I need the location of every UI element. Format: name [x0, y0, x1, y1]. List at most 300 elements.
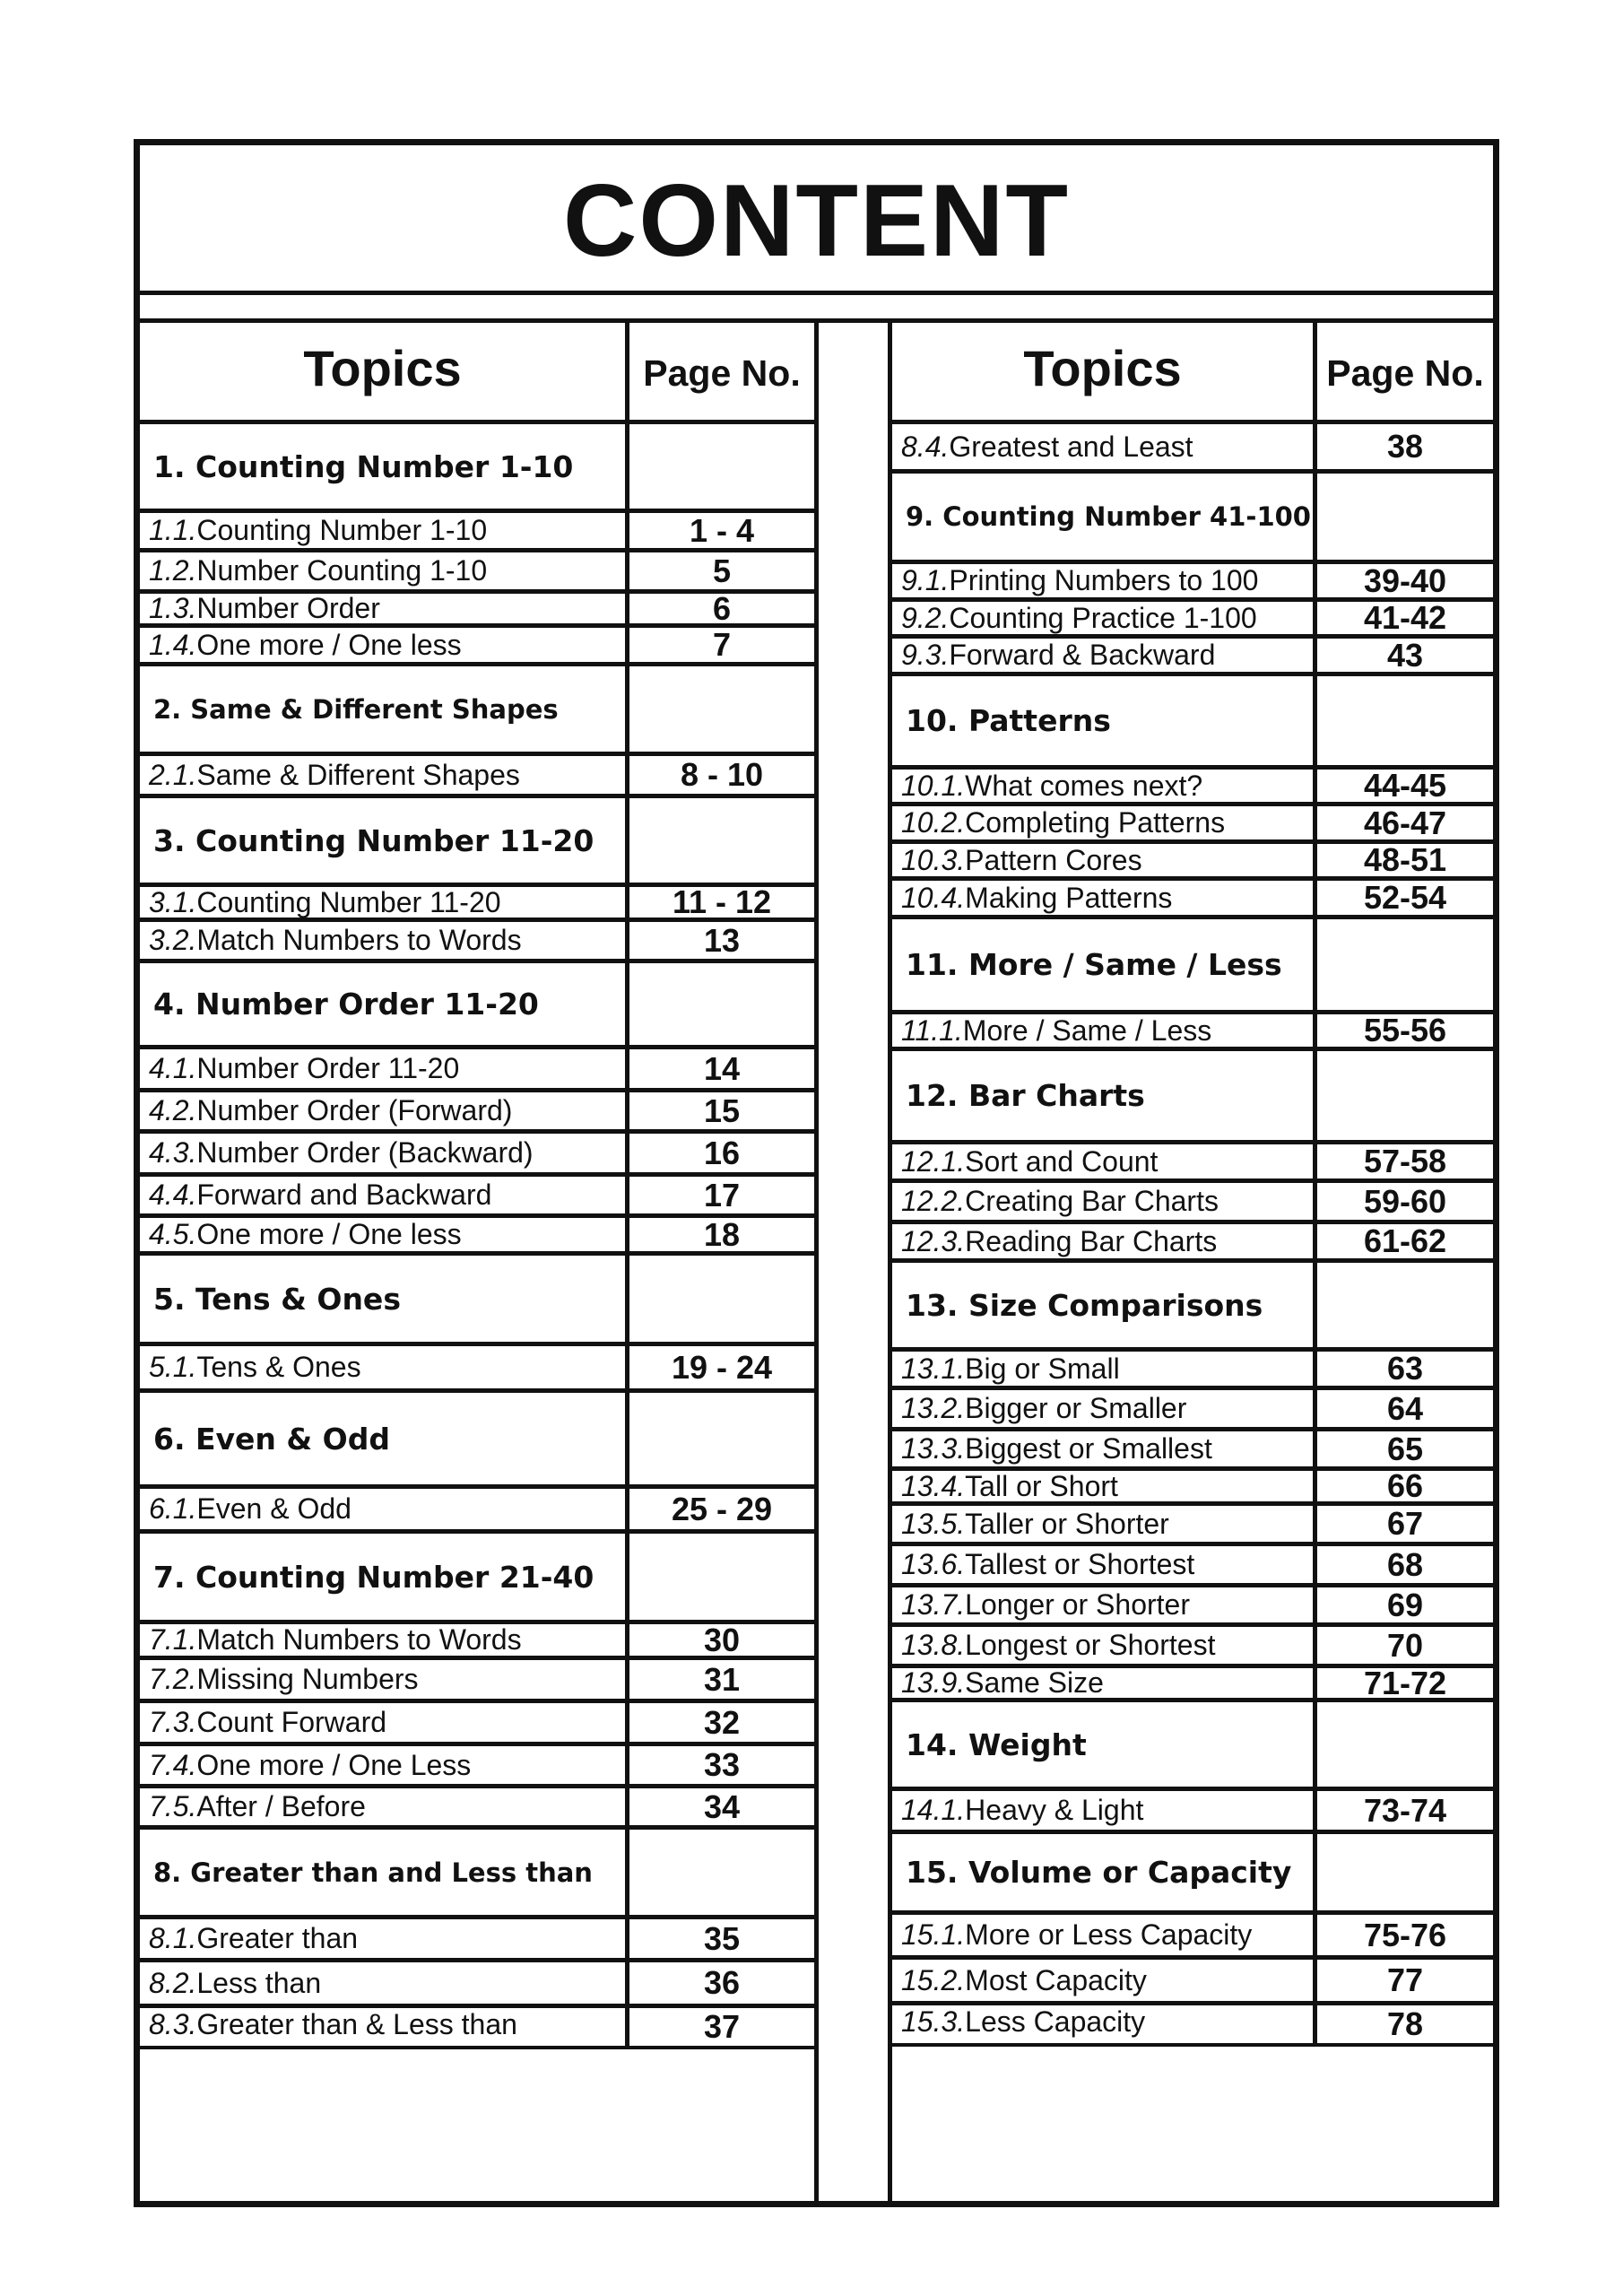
page-number	[625, 963, 814, 1045]
topic-label: Same Size	[965, 1666, 1104, 1699]
page-number	[1313, 1263, 1493, 1347]
page-number: 41-42	[1313, 602, 1493, 634]
page-number: 59-60	[1313, 1183, 1493, 1220]
topic-row	[892, 597, 1493, 634]
page-number: 61-62	[1313, 1224, 1493, 1258]
topic-number: 10.4.	[901, 881, 966, 914]
topic-title	[140, 1919, 625, 1958]
section-row	[140, 959, 814, 1045]
page-number: 18	[625, 1218, 814, 1251]
page-number: 66	[1313, 1471, 1493, 1501]
topic-label: Biggest or Smallest	[965, 1432, 1212, 1465]
section-title	[892, 1263, 1313, 1347]
section-label: 9. Counting Number 41-100	[906, 501, 1311, 532]
header-topics-label: Topics	[303, 339, 462, 396]
section-label: 7. Counting Number 21-40	[153, 1559, 595, 1595]
topic-title	[140, 594, 625, 623]
page-number	[1313, 919, 1493, 1010]
topic-number: 3.2.	[149, 924, 197, 956]
section-title	[140, 424, 625, 509]
topic-label: More or Less Capacity	[965, 1918, 1253, 1951]
header-row	[892, 323, 1493, 420]
page-number: 6	[625, 594, 814, 623]
section-row	[140, 794, 814, 883]
topic-row	[140, 1484, 814, 1529]
topic-number: 13.3.	[901, 1432, 966, 1465]
header-page-no: Page No.	[1313, 323, 1493, 420]
page-number: 43	[1313, 639, 1493, 672]
page-number: 34	[625, 1788, 814, 1825]
topic-label: One more / One less	[196, 628, 462, 661]
topic-row	[892, 1501, 1493, 1542]
topic-number: 4.3.	[149, 1136, 197, 1169]
topic-label: More / Same / Less	[962, 1013, 1212, 1047]
page-number: 71-72	[1313, 1668, 1493, 1698]
topic-title	[892, 1960, 1313, 2001]
topic-row	[140, 2004, 814, 2049]
topic-row	[892, 1220, 1493, 1258]
page-number: 38	[1313, 424, 1493, 469]
section-title	[892, 1834, 1313, 1910]
topic-number: 9.1.	[901, 564, 950, 596]
page-number	[625, 798, 814, 883]
topic-row	[892, 1787, 1493, 1830]
topic-title	[140, 1746, 625, 1784]
page-number: 14	[625, 1049, 814, 1088]
page-number: 46-47	[1313, 806, 1493, 839]
topic-label: Tallest or Shortest	[965, 1548, 1195, 1580]
page-number	[625, 1256, 814, 1342]
section-title	[140, 963, 625, 1045]
topic-title	[140, 513, 625, 548]
section-title	[140, 1256, 625, 1342]
section-row	[140, 1388, 814, 1484]
topic-label: Forward and Backward	[196, 1178, 492, 1211]
page-number	[625, 424, 814, 509]
topic-title	[892, 844, 1313, 876]
page-number: 17	[625, 1177, 814, 1213]
page-number: 32	[625, 1703, 814, 1742]
page-number: 52-54	[1313, 881, 1493, 915]
topic-row	[140, 1045, 814, 1088]
topic-title	[140, 887, 625, 918]
section-row	[140, 1529, 814, 1620]
topic-title	[892, 881, 1313, 915]
section-row	[892, 672, 1493, 765]
topic-number: 8.1.	[149, 1922, 197, 1954]
topic-label: Greater than & Less than	[196, 2008, 517, 2040]
topic-label: Counting Number 11-20	[196, 885, 501, 918]
topic-title	[892, 1627, 1313, 1664]
topic-title	[892, 2005, 1313, 2039]
topic-label: What comes next?	[965, 769, 1203, 802]
topic-title	[892, 1471, 1313, 1501]
contents-table	[134, 139, 1499, 2207]
topic-title	[892, 1224, 1313, 1258]
topic-title	[892, 1144, 1313, 1178]
topic-title	[140, 756, 625, 794]
topic-row	[892, 1466, 1493, 1504]
page-number: 78	[1313, 2005, 1493, 2043]
topic-title	[140, 1788, 625, 1825]
section-title	[140, 1393, 625, 1484]
topic-label: Taller or Shorter	[965, 1507, 1169, 1540]
topic-label: Missing Numbers	[196, 1663, 419, 1695]
topic-title	[140, 1218, 625, 1251]
section-title	[140, 1830, 625, 1915]
page-number	[1313, 1051, 1493, 1140]
topic-row	[140, 1784, 814, 1825]
topic-label: Number Order	[196, 592, 380, 624]
page-number: 25 - 29	[625, 1489, 814, 1529]
topic-label: Same & Different Shapes	[196, 758, 520, 791]
topic-number: 4.2.	[149, 1094, 197, 1126]
section-title	[140, 666, 625, 752]
topic-row	[892, 1427, 1493, 1466]
topic-number: 1.2.	[149, 554, 197, 587]
section-row	[140, 1251, 814, 1342]
section-label: 6. Even & Odd	[153, 1421, 390, 1457]
section-title	[892, 676, 1313, 765]
page-number: 35	[625, 1919, 814, 1958]
section-title	[140, 798, 625, 883]
page-number: 13	[625, 922, 814, 959]
topic-label: Longer or Shorter	[965, 1588, 1190, 1621]
topic-row	[892, 802, 1493, 839]
topic-title	[892, 424, 1313, 469]
section-label: 14. Weight	[906, 1726, 1087, 1762]
topic-title	[892, 1546, 1313, 1583]
topic-label: Number Order (Backward)	[196, 1136, 534, 1169]
topic-number: 10.1.	[901, 769, 966, 802]
topic-number: 12.3.	[901, 1224, 966, 1257]
topic-row	[140, 752, 814, 794]
topic-title	[892, 1791, 1313, 1830]
topic-number: 7.2.	[149, 1663, 197, 1695]
page-number: 16	[625, 1134, 814, 1172]
topic-label: Number Order 11-20	[196, 1052, 460, 1084]
topic-number: 8.3.	[149, 2008, 197, 2040]
topic-label: Match Numbers to Words	[196, 924, 522, 956]
topic-number: 13.4.	[901, 1469, 966, 1502]
topic-number: 3.1.	[149, 885, 197, 918]
topic-row	[892, 1583, 1493, 1622]
page-number: 63	[1313, 1352, 1493, 1386]
topic-row	[892, 1542, 1493, 1583]
page-number: 75-76	[1313, 1915, 1493, 1955]
topic-number: 12.2.	[901, 1185, 966, 1217]
topic-title	[892, 1390, 1313, 1427]
page-number	[1313, 676, 1493, 765]
topic-row	[892, 1140, 1493, 1178]
topic-row	[892, 1347, 1493, 1386]
right-column	[888, 323, 1493, 2201]
topic-title	[140, 628, 625, 662]
topic-label: Less Capacity	[965, 2005, 1146, 2038]
topic-label: Reading Bar Charts	[965, 1224, 1218, 1257]
topic-label: Tall or Short	[965, 1469, 1118, 1502]
section-label: 15. Volume or Capacity	[906, 1855, 1292, 1890]
topic-title	[892, 1014, 1313, 1047]
topic-number: 4.1.	[149, 1052, 197, 1084]
topic-row	[140, 548, 814, 589]
topic-number: 13.2.	[901, 1392, 966, 1424]
topic-number: 4.5.	[149, 1218, 197, 1250]
topic-title	[892, 1183, 1313, 1220]
page-number	[625, 666, 814, 752]
page-number: 55-56	[1313, 1014, 1493, 1047]
header-page-no: Page No.	[625, 323, 814, 420]
topic-title	[140, 2008, 625, 2041]
topic-row	[140, 623, 814, 662]
topic-row	[892, 1010, 1493, 1047]
section-row	[892, 915, 1493, 1010]
topic-title	[892, 1668, 1313, 1698]
page-number: 15	[625, 1092, 814, 1129]
topic-title	[140, 1092, 625, 1129]
topic-number: 12.1.	[901, 1144, 966, 1178]
topic-label: Completing Patterns	[965, 806, 1226, 839]
topic-title	[892, 1431, 1313, 1466]
topic-row	[140, 883, 814, 918]
page-number: 11 - 12	[625, 887, 814, 918]
page-number	[625, 1393, 814, 1484]
topic-number: 1.1.	[149, 514, 197, 546]
page-number: 44-45	[1313, 770, 1493, 802]
page-number: 48-51	[1313, 844, 1493, 876]
section-title	[892, 1702, 1313, 1787]
page-number	[625, 1534, 814, 1620]
topic-number: 8.4.	[901, 430, 950, 463]
topic-label: Most Capacity	[965, 1963, 1147, 1996]
topic-title	[140, 1134, 625, 1172]
page-number	[1313, 474, 1493, 560]
topic-label: Forward & Backward	[949, 639, 1216, 671]
left-column	[140, 323, 819, 2201]
topic-number: 7.1.	[149, 1623, 197, 1656]
topic-number: 15.3.	[901, 2005, 966, 2038]
topic-number: 5.1.	[149, 1351, 197, 1383]
topic-label: Sort and Count	[965, 1144, 1159, 1178]
topic-number: 10.2.	[901, 806, 966, 839]
topic-title	[892, 770, 1313, 802]
section-label: 12. Bar Charts	[906, 1078, 1145, 1113]
topic-title	[892, 639, 1313, 672]
topic-row	[892, 1955, 1493, 2001]
topic-number: 13.9.	[901, 1666, 966, 1699]
topic-title	[892, 1352, 1313, 1386]
section-label: 3. Counting Number 11-20	[153, 822, 595, 858]
topic-number: 4.4.	[149, 1178, 197, 1211]
topic-row	[892, 1622, 1493, 1664]
topic-row	[140, 1656, 814, 1699]
topic-row	[140, 1172, 814, 1213]
page-number: 36	[625, 1962, 814, 2004]
page-number: 73-74	[1313, 1791, 1493, 1830]
topic-number: 7.5.	[149, 1790, 197, 1822]
topic-row	[140, 1742, 814, 1784]
topic-row	[892, 1178, 1493, 1220]
section-row	[892, 1698, 1493, 1787]
topic-number: 1.4.	[149, 628, 197, 661]
topic-title	[140, 1962, 625, 2004]
topic-number: 7.4.	[149, 1748, 197, 1781]
topic-label: Less than	[196, 1966, 322, 1999]
section-label: 13. Size Comparisons	[906, 1287, 1263, 1323]
section-title	[140, 1534, 625, 1620]
topic-number: 14.1.	[901, 1794, 966, 1826]
topic-number: 6.1.	[149, 1492, 197, 1525]
topic-row	[140, 1088, 814, 1129]
topic-row	[892, 1386, 1493, 1427]
topic-label: Heavy & Light	[965, 1794, 1144, 1826]
topic-row	[892, 2001, 1493, 2047]
section-row	[140, 420, 814, 509]
topic-title	[140, 1489, 625, 1529]
section-label: 5. Tens & Ones	[153, 1281, 401, 1317]
topic-number: 15.2.	[901, 1963, 966, 1996]
page-number: 7	[625, 628, 814, 662]
topic-label: Bigger or Smaller	[965, 1392, 1187, 1424]
section-label: 10. Patterns	[906, 703, 1111, 738]
topic-number: 13.8.	[901, 1629, 966, 1661]
topic-label: Even & Odd	[196, 1492, 352, 1525]
topic-row	[892, 560, 1493, 597]
topic-number: 9.3.	[901, 639, 950, 671]
topic-label: Number Counting 1-10	[196, 554, 488, 587]
header-topics	[140, 323, 625, 420]
topic-number: 13.6.	[901, 1548, 966, 1580]
section-label: 4. Number Order 11-20	[153, 987, 539, 1022]
topic-number: 13.1.	[901, 1352, 966, 1385]
topic-row	[140, 1958, 814, 2004]
topic-label: Pattern Cores	[965, 843, 1142, 876]
topic-title	[140, 1346, 625, 1388]
topic-row	[140, 1620, 814, 1656]
topic-title	[140, 1049, 625, 1088]
topic-row	[892, 420, 1493, 469]
section-row	[140, 662, 814, 752]
topic-row	[140, 1129, 814, 1172]
page-number: 1 - 4	[625, 513, 814, 548]
page-title: CONTENT	[563, 163, 1070, 278]
page-number: 68	[1313, 1546, 1493, 1583]
page-number	[1313, 1702, 1493, 1787]
topic-title	[892, 1506, 1313, 1542]
topic-title	[892, 602, 1313, 634]
topic-label: Match Numbers to Words	[196, 1623, 522, 1656]
topic-label: One more / One Less	[196, 1748, 472, 1781]
section-title	[892, 1051, 1313, 1140]
topic-label: Greater than	[196, 1922, 359, 1954]
topic-row	[892, 765, 1493, 802]
page-number: 64	[1313, 1390, 1493, 1427]
topic-row	[140, 1342, 814, 1388]
topic-label: After / Before	[196, 1790, 366, 1822]
section-row	[140, 1825, 814, 1915]
topic-number: 2.1.	[149, 758, 197, 791]
topic-title	[140, 552, 625, 589]
topic-number: 10.3.	[901, 843, 966, 876]
topic-title	[892, 564, 1313, 597]
page-number: 31	[625, 1660, 814, 1699]
page-number: 65	[1313, 1431, 1493, 1466]
topic-label: Number Order (Forward)	[196, 1094, 513, 1126]
page-number: 37	[625, 2008, 814, 2046]
section-row	[892, 1258, 1493, 1347]
topic-label: Creating Bar Charts	[965, 1185, 1219, 1217]
topic-label: One more / One less	[196, 1218, 462, 1250]
section-title	[892, 474, 1313, 560]
topic-row	[892, 1910, 1493, 1955]
page-number: 5	[625, 552, 814, 589]
header-topics	[892, 323, 1313, 420]
page-number: 57-58	[1313, 1144, 1493, 1178]
title-box	[140, 145, 1493, 295]
topic-row	[140, 1915, 814, 1958]
page-number	[1313, 1834, 1493, 1910]
section-title	[892, 919, 1313, 1010]
page-number: 19 - 24	[625, 1346, 814, 1388]
page-number: 67	[1313, 1506, 1493, 1542]
page-number: 77	[1313, 1960, 1493, 2001]
topic-label: Tens & Ones	[196, 1351, 361, 1383]
topic-title	[140, 1177, 625, 1213]
topic-number: 7.3.	[149, 1706, 197, 1738]
topic-row	[140, 509, 814, 548]
section-label: 8. Greater than and Less than	[153, 1857, 593, 1888]
topic-label: Longest or Shortest	[965, 1629, 1216, 1661]
section-label: 1. Counting Number 1-10	[153, 448, 574, 484]
section-row	[892, 469, 1493, 560]
topic-label: Big or Small	[965, 1352, 1120, 1385]
topic-title	[140, 1660, 625, 1699]
topic-title	[140, 1703, 625, 1742]
topic-number: 13.7.	[901, 1588, 966, 1621]
topic-number: 1.3.	[149, 592, 197, 624]
topic-row	[140, 589, 814, 627]
page-number	[625, 1830, 814, 1915]
page-number: 70	[1313, 1627, 1493, 1664]
topic-row	[892, 1664, 1493, 1701]
topic-row	[140, 1699, 814, 1742]
topic-row	[140, 1213, 814, 1251]
section-row	[892, 1830, 1493, 1910]
page-number: 33	[625, 1746, 814, 1784]
topic-number: 11.1.	[901, 1013, 963, 1047]
topic-label: Printing Numbers to 100	[949, 564, 1259, 596]
section-label: 2. Same & Different Shapes	[153, 693, 559, 725]
topic-row	[140, 918, 814, 959]
topic-label: Count Forward	[196, 1706, 387, 1738]
section-label: 11. More / Same / Less	[906, 947, 1282, 982]
topic-label: Making Patterns	[965, 881, 1173, 914]
topic-number: 15.1.	[901, 1918, 966, 1951]
topic-row	[892, 876, 1493, 915]
topic-number: 13.5.	[901, 1507, 966, 1540]
topic-label: Counting Practice 1-100	[949, 601, 1257, 634]
topic-row	[892, 839, 1493, 876]
header-row	[140, 323, 814, 420]
topic-label: Greatest and Least	[949, 430, 1193, 463]
section-row	[892, 1047, 1493, 1140]
header-topics-label: Topics	[1023, 339, 1182, 396]
topic-title	[892, 806, 1313, 839]
page-number: 8 - 10	[625, 756, 814, 794]
topic-row	[892, 634, 1493, 672]
topic-title	[140, 1624, 625, 1656]
topic-title	[892, 1587, 1313, 1622]
